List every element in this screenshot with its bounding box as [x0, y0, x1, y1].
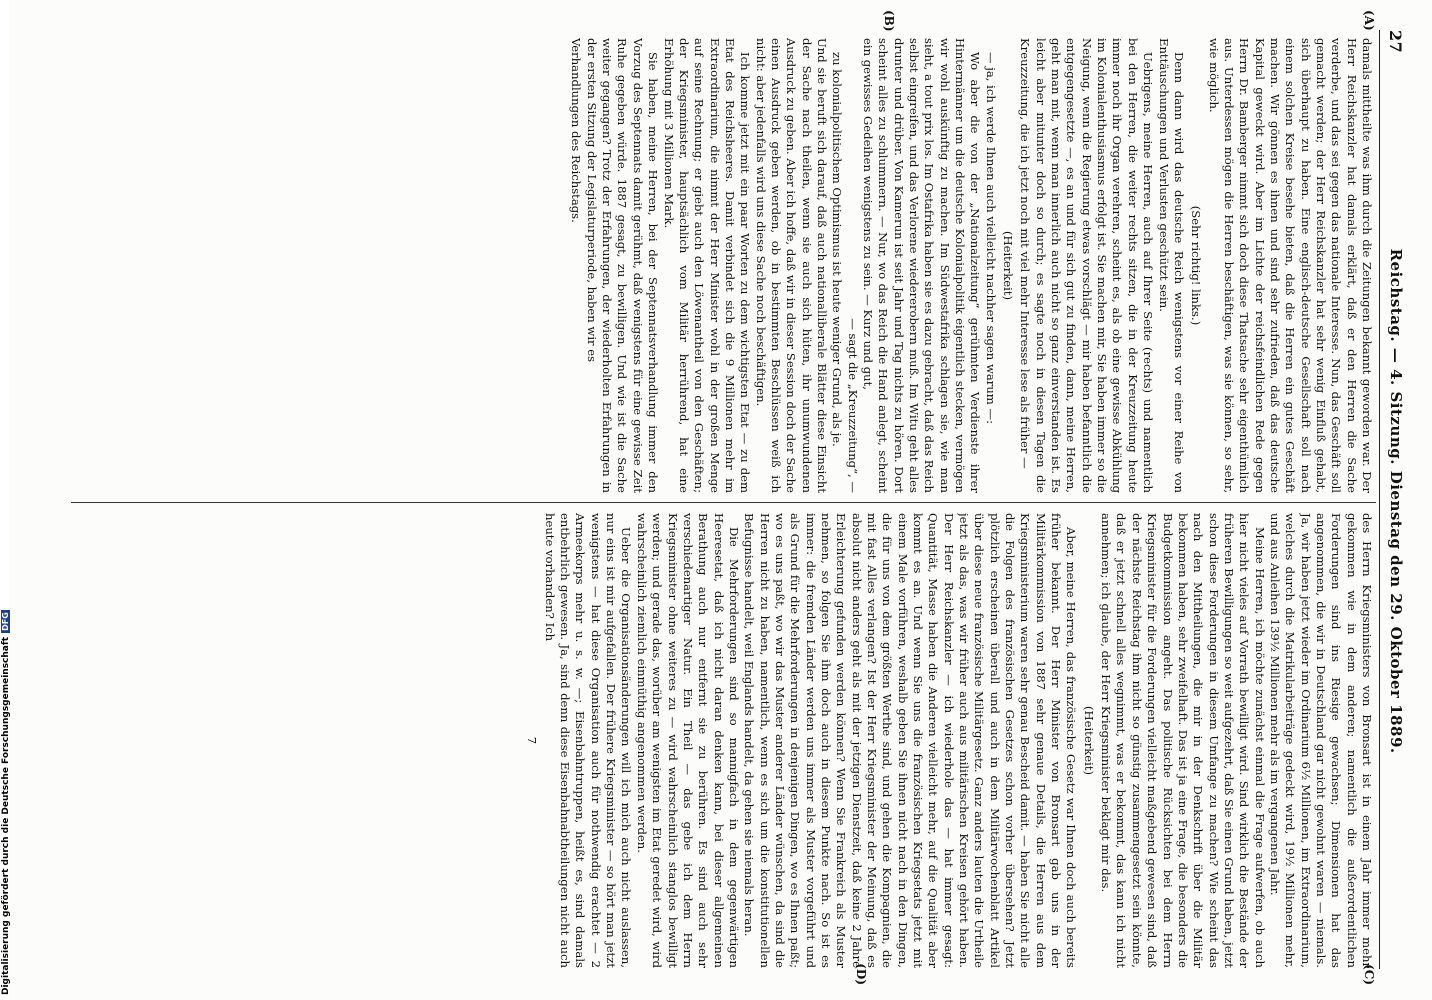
credit-text: Digitalisierung gefördert durch die Deutsche Forschungsgemeinschaft	[1, 636, 11, 995]
rotated-page-content	[61, 8, 1416, 983]
page-header	[1382, 30, 1410, 969]
digitization-credit	[1, 610, 11, 995]
sheet-signature: 7	[525, 736, 540, 745]
quotation: Wo aber die von der „Nationalzeitung“ gerühmten Verdienste ihrer Hintermänner um die deutsche Kolonialpolitik eigentlich stecken, vermögen wir wohl auskünftig zu machen. Im Südwestafrika schlagen sie, wie man sieht, a tout prix los. Im Ostafrika haben sie es dazu gebracht, daß das Reich selbst eingreifen, und das Verlorene wiedererobern muß. Im Witu geht alles drunter und drüber. Von Kamerun ist seit Jahr und Tag nichts zu hören. Dort scheint alles zu schlummern. — Nur, wo das Reich die Hand anlegt, scheint ein gewisses Gedeihen wenigstens zu sein. — Kurz und gut,	[861, 38, 983, 493]
paragraph: Uebrigens, meine Herren, auch auf Ihrer Seite (rechts) und namentlich bei den Herren, die weiter rechts sitzen, die in der Kreuzzeitung heute immer noch ihr Organ verehren, scheint es, als ob eine gewisse Abkühlung im Kolonialenthusiasmus erfolgt ist. Sie machen mir, Sie haben immer so die Neigung, wenn die Regierung etwas vorschlägt — mir haben befanntlich die entgegengesetzte —, es an und für sich gut zu finden, dann, meine Herren, geht man mit, wenn man innerlich auch nicht so ganz einverstanden ist. Es leicht aber mitunter doch so durch; es sagte noch in diesen Tagen die Kreuzzeitung, die ich jetzt noch mit viel mehr Interesse lese als früher —	[1018, 38, 1156, 493]
paragraph: damals mittheilte was ihm durch die Zeitungen bekannt geworden war. Der Herr Reichskanzler hat damals erklärt, daß er den Herren die Sache verderbe, und das sei gegen das nationale Interesse. Nun, das Geschäft soll gemacht werden; der Herr Reichskanzler hat sehr wenig Einfluß gehabt, sich überhaupt zu haben. Eine englisch-deutsche Gesellschaft soll nach einem solchen Kreise besehe bieten, daß die Herren ein gutes Geschäft machen. Wir gönnen es ihnen und sind sehr zufrieden, daß das deutsche Kapital geweckt wird. Aber im Lichte der reichsfeindlichen Rede gegen Herrn Dr. Bamberger nimmt sich doch diese Thatsache sehr eigenthümlich aus. Unterdessen mögen die Herren beschäftigen, was sie können, so sehr, wie möglich.	[1206, 38, 1374, 493]
interjection: (Sehr richtig! links.)	[1189, 205, 1204, 326]
interjection: (Heiterkeit)	[1081, 705, 1096, 776]
page-title: Reichstag. — 4. Sitzung. Dienstag den 29. Oktober 1889.	[1387, 248, 1405, 754]
paragraph: Meine Herren, ich möchte zunächst einmal die Frage aufwerfen, ob auch hier nicht vieles auf Vorrath bewilligt wird. Sind wirklich die Bestände der früheren Bewilligungen so weit aufgezehrt, daß Sie einen Grund haben, jetzt schon diese Forderungen in diesem Umfange zu machen? Wie scheint das nach den Mittheilungen, die mir in der Denkschrift über die Militär bekommen haben, sehr zweifelhaft. Das ist ja eine Frage, die besonders die Budgetkommission angeht. Das politische Rücksichten bei dem Herrn Kriegsminister für die Forderungen vielleicht maßgebend gewesen sind, daß der nächste Reichstag ihm nicht so günstig zusammengesetzt sein könnte, daß er jetzt schnell alles wegnimmt, was er bekommt, das kann ich nicht annehmen; ich glaube, der Herr Kriegsminister beklagt mir das.	[1099, 513, 1267, 968]
paragraph: Sie haben, meine Herren, bei der Septennatsverhandlung immer den Vorzug des Septennats damit gerühmt, daß wenigstens für eine gewisse Zeit Ruhe gegeben würde. 1887 gesagt, zu bewilligen. Und wie ist die Sache weiter gegangen? Trotz der Erfahrungen, der wiederholten Erfahrungen in der ersten Sitzung der Legislaturperiode, haben wir es	[584, 38, 661, 493]
paragraph: Ich komme jetzt mit ein paar Worten zu dem wichtigsten Etat — zu dem Etat des Reichsheeres. Damit verbindet sich die 9 Millionen mehr im Extraordinarium, die nimmt der Herr Minister wohl in der großen Menge auf seine Rechnung; er giebt auch den Löwenantheil von den Geschäften; der Kriegsminister, hauptsächlich vom Militär herrührend, hat eine Erhöhung mit 3 Millionen Mark.	[661, 38, 753, 493]
paragraph: Aber, meine Herren, das französische Gesetz war Ihnen doch auch bereits früher bekannt. Der Herr Minister von Bronsart gab uns in der Militärkommission von 1887 sehr genaue Details, die Herren aus dem Kriegsministerium waren sehr genau Bescheid damit. — haben Sie nicht alle die Folgen des französischen Gesetzes schon vorher übersehen? Jetzt plötzlich erscheinen überall und auch in dem Militärwochenblatt Artikel über diese neue französische Militärgesetz. Ganz anders lauten die Urtheile jetzt als das, was wir früher auch aus militärischen Kreisen gehört haben. Der Herr Reichskanzler — ich wiederhole das — hat immer gesagt: Quantität, Masse haben die Anderen vielleicht mehr, auf die Qualität aber kommt es an. Und wenn Sie uns die französischen Kriegsetats jetzt mit einem Male vorführen, weshalb geben Sie ihnen nicht nach in den Dingen, die für uns von dem größten Werthe sind, und gehen die Kompagnien, die mit fast Alles verlangen? Ist der Herr Kriegsminister der Meinung, daß es absolut nicht anders geht als mit der jetzigen Dienstzeit, daß keine 2 Jahre Erleichterung gefunden werden können? Wenn Sie Frankreich als Muster nehmen, so folgen Sie ihm doch auch in diesem Punkte nach. So ist es immer: die fremden Länder werden uns immer als Muster vorgeführt und als Grund für die Mehrforderungen in denjenigen Dingen, wo es Ihnen paßt; wo es uns paßt, wo wir das Muster anderer Länder wünschen, da sind die Herren nicht zu haben, namentlich, wenn es sich um die konstitutionellen Befugnisse handelt, weil Englands handelt, da gehen sie niemals heran.	[742, 513, 1079, 968]
paragraph: Die Mehrforderungen sind so mannigfach in dem gegenwärtigen Heeresetat, daß ich nicht daran denken kann, bei dieser allgemeinen Berathung auch nur entfernt sie zu berühren. Es sind auch sehr verschiedenartiger Natur. Ein Theil — das gebe ich dem Herrn Kriegsminister ohne weiteres zu — wird wahrscheinlich stanglos bewilligt werden; und gerade das, worüber am wenigsten im Etat geredet wird, wird wahrscheinlich ziemlich einmüthig angenommen werden.	[634, 513, 741, 968]
paragraph: — sagt die „Kreuzzeitung“, —	[845, 318, 860, 493]
paragraph: Und sie beruft sich darauf, daß auch nationalliberale Blätter diese Einsicht der Sache nach theilen, wenn sie auch sich hüten, ihr unumwundenen Ausdruck zu geben. Aber ich hoffe, daß wir in dieser Session doch der Sache einen Ausdruck geben werden, ob in bestimmten Beschlüssen weiß ich nicht: aber jedenfalls wird uns diese Sache noch beschäftigen.	[753, 38, 829, 493]
dfg-logo: DFG	[1, 612, 10, 631]
quotation: zu kolonialpolitischem Optimismus ist heute weniger Grund, als je.	[830, 52, 845, 447]
header-rule	[1379, 30, 1380, 969]
paragraph: Denn dann wird das deutsche Reich wenigstens vor einer Reihe von Enttäuschungen und Verlusten geschützt sein.	[1156, 38, 1186, 493]
column-divider	[71, 502, 1376, 503]
paragraph: des Herrn Kriegsministers von Bronsart ist in einem Jahr immer mehr gekommen wie in dem anderen; namentlich die außerordentlichen Forderungen sind ins Riesige gewachsen; Dimensionen hat das angenommen, die wir in Deutschland gar nicht gewohnt waren — niemals. Ja, wir haben jetzt wieder im Ordinarium 6½ Millionen, im Extraordinarium, welches durch die Matrikularbeiträge gedeckt wird, 19½ Millionen mehr, und aus Anleihen 139½ Millionen mehr als im vergangenen Jahr.	[1267, 513, 1374, 968]
margin-label-b: (B)	[882, 10, 896, 32]
margin-label-c: (C)	[1362, 964, 1376, 985]
paragraph: — ja, ich werde Ihnen auch vielleicht nachher sagen warum —:	[983, 52, 998, 424]
footer-label: Verhandlungen des Reichstags.	[569, 38, 584, 223]
left-column	[71, 38, 1374, 493]
margin-label-a: (A)	[1362, 10, 1376, 31]
interjection: (Heiterkeit)	[1001, 230, 1016, 301]
paragraph: Ueber die Organisationsänderungen will ich mich auch nicht auslassen, nur eins ist mir aufgefallen. Der frühere Kriegsminister — so hört man jetzt wenigstens — hat diese Organisation auch für nothwendig erachtet — 2 Armeekorps mehr u. s. w. —; Eisenbahntruppen, heißt es, sind damals entbehrlich gewesen. Ja, sind denn diese Eisenbahnabtheilungen nicht auch heute vorhanden? Ich	[542, 513, 634, 968]
page-number: 27	[1386, 30, 1406, 54]
right-column	[71, 513, 1374, 968]
margin-label-d: (D)	[854, 963, 868, 985]
